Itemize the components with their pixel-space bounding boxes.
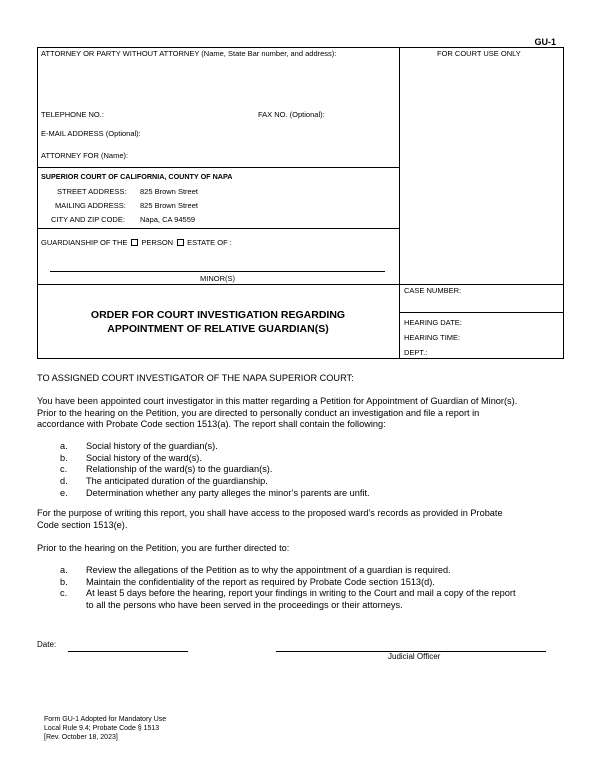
footer-line-1: Form GU-1 Adopted for Mandatory Use — [44, 716, 167, 723]
list-item — [60, 476, 560, 488]
email-label: E-MAIL ADDRESS (Optional): — [41, 129, 141, 138]
list-item — [60, 441, 560, 453]
person-checkbox[interactable] — [131, 239, 138, 246]
person-label: PERSON — [141, 238, 174, 247]
form-title-line1: ORDER FOR COURT INVESTIGATION REGARDING — [90, 309, 346, 321]
list-item — [60, 565, 565, 577]
guardianship-line — [41, 238, 232, 247]
list-item-text: At least 5 days before the hearing, report your findings in writing to the Court and mail a copy of the report — [86, 588, 516, 599]
report-items-list — [60, 441, 560, 500]
mailing-address-value: 825 Brown Street — [140, 201, 198, 210]
list-marker: c. — [60, 588, 68, 599]
telephone-label: TELEPHONE NO.: — [41, 110, 104, 119]
form-title-line2: APPOINTMENT OF RELATIVE GUARDIAN(S) — [107, 323, 329, 335]
attorney-for-label: ATTORNEY FOR (Name): — [41, 151, 129, 160]
judicial-officer-label: Judicial Officer — [388, 652, 441, 661]
court-name: SUPERIOR COURT OF CALIFORNIA, COUNTY OF NAPA — [41, 172, 233, 181]
list-marker: a. — [60, 565, 68, 575]
access-line-2: Code section 1513(e). — [37, 519, 128, 530]
date-label: Date: — [37, 640, 57, 649]
access-paragraph — [37, 508, 567, 531]
fax-label: FAX NO. (Optional): — [258, 110, 325, 119]
date-line[interactable] — [68, 651, 188, 652]
list-item-text: Maintain the confidentiality of the report as required by Probate Code section 1513(d). — [86, 576, 435, 587]
estate-label: ESTATE OF : — [187, 238, 232, 247]
divider-title-row — [37, 284, 564, 285]
divider-court-guardianship — [37, 228, 399, 229]
intro-line-3: accordance with Probate Code section 1513(a). The report shall contain the following: — [37, 419, 386, 429]
estate-checkbox[interactable] — [177, 239, 184, 246]
list-item — [60, 464, 560, 476]
list-marker: b. — [60, 452, 68, 463]
hearing-date-label: HEARING DATE: — [404, 318, 462, 327]
street-address-label: STREET ADDRESS: — [57, 187, 127, 196]
list-item-text-continued: to all the persons who have been served in the proceedings or their attorneys. — [86, 600, 403, 611]
access-line-1: For the purpose of writing this report, you shall have access to the proposed ward’s records as provided in Probate — [37, 508, 503, 518]
list-item — [60, 453, 560, 465]
list-marker: c. — [60, 464, 68, 475]
divider-case-number — [399, 312, 564, 313]
minor-name-line — [50, 271, 385, 272]
directive-items-list — [60, 565, 565, 612]
further-directed: Prior to the hearing on the Petition, you are further directed to: — [37, 543, 290, 553]
footer-line-2: Local Rule 9.4; Probate Code § 1513 — [44, 725, 160, 732]
list-item-text: Social history of the guardian(s). — [86, 441, 218, 451]
hearing-time-label: HEARING TIME: — [404, 333, 461, 342]
list-marker: d. — [60, 476, 68, 487]
list-item — [60, 588, 565, 611]
salutation: TO ASSIGNED COURT INVESTIGATOR OF THE NAPA SUPERIOR COURT: — [37, 373, 354, 383]
case-number-label: CASE NUMBER: — [404, 286, 462, 295]
list-marker: a. — [60, 441, 68, 451]
form-code: GU-1 — [534, 37, 556, 47]
list-item-text: The anticipated duration of the guardianship. — [86, 476, 268, 487]
footer-line-3: [Rev. October 18, 2023] — [44, 734, 118, 741]
form-footer — [44, 715, 166, 742]
list-item-text: Determination whether any party alleges the minor’s parents are unfit. — [86, 487, 370, 498]
intro-paragraph — [37, 396, 567, 431]
city-zip-value: Napa, CA 94559 — [140, 215, 196, 224]
dept-label: DEPT.: — [404, 348, 428, 357]
list-item-text: Social history of the ward(s). — [86, 452, 202, 463]
street-address-value: 825 Brown Street — [140, 187, 198, 196]
form-title — [37, 308, 399, 336]
list-item-text: Review the allegations of the Petition as to why the appointment of a guardian is required. — [86, 565, 451, 575]
attorney-label: ATTORNEY OR PARTY WITHOUT ATTORNEY (Name, State Bar number, and address): — [41, 49, 337, 58]
minors-label: MINOR(S) — [200, 274, 235, 283]
divider-attorney-court — [37, 167, 399, 168]
list-marker: e. — [60, 487, 68, 498]
list-item — [60, 577, 565, 589]
list-item — [60, 488, 560, 500]
mailing-address-label: MAILING ADDRESS: — [55, 201, 126, 210]
court-use-label: FOR COURT USE ONLY — [437, 49, 521, 58]
intro-line-2: Prior to the hearing on the Petition, you are directed to personally conduct an investigation and file a report in — [37, 407, 480, 418]
list-marker: b. — [60, 576, 68, 587]
intro-line-1: You have been appointed court investigator in this matter regarding a Petition for Appointment of Guardian of Minor(s). — [37, 396, 518, 406]
guardianship-label: GUARDIANSHIP OF THE — [41, 238, 128, 247]
list-item-text: Relationship of the ward(s) to the guardian(s). — [86, 464, 273, 475]
city-zip-label: CITY AND ZIP CODE: — [51, 215, 125, 224]
